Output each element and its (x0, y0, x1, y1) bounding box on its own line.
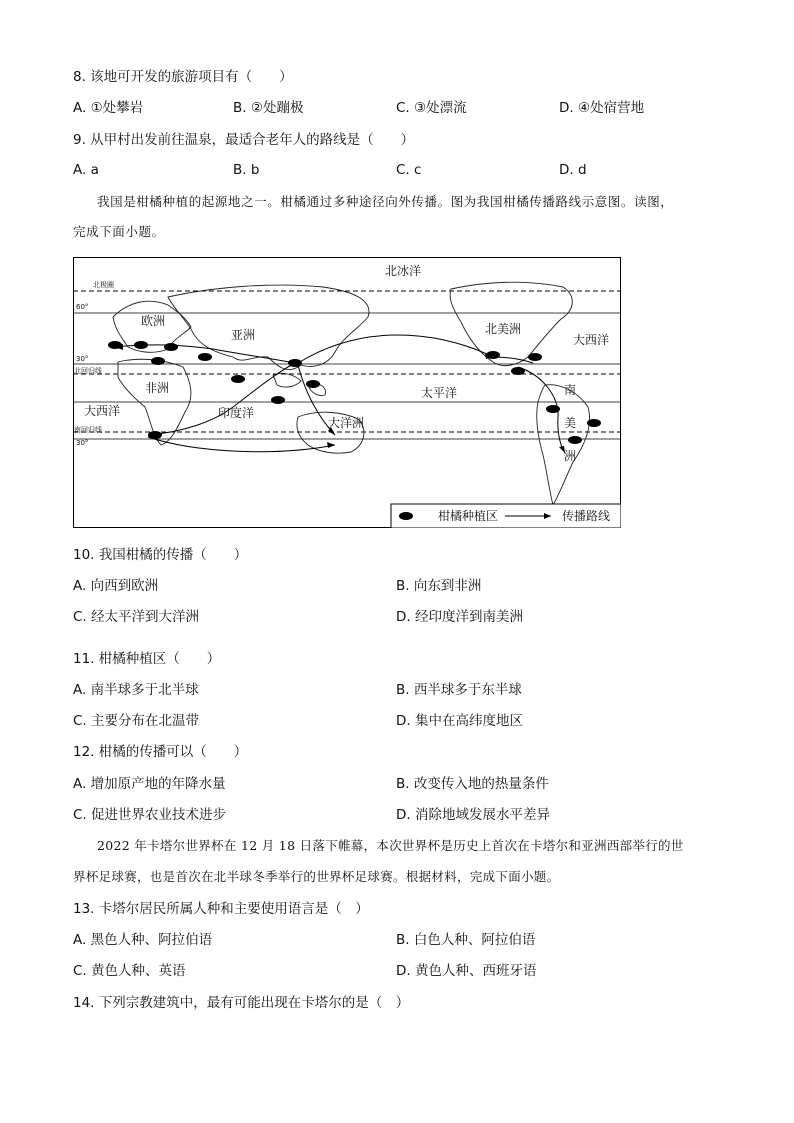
citrus-spread-map (73, 257, 621, 528)
passage-2-line-2: 界杯足球赛，也是首次在北半球冬季举行的世界杯足球赛。根据材料，完成下面小题。 (73, 869, 560, 884)
question-13-option-d[interactable]: D. 黄色人种、西班牙语 (396, 963, 537, 979)
question-12-option-b[interactable]: B. 改变传入地的热量条件 (396, 776, 549, 792)
question-11-option-b[interactable]: B. 西半球多于东半球 (396, 682, 522, 698)
label-asia: 亚洲 (231, 328, 256, 342)
label-atlantic-north: 大西洋 (573, 333, 610, 347)
map-legend (391, 504, 621, 528)
label-south-america-1: 南 (564, 383, 577, 397)
question-8-option-b[interactable]: B. ②处蹦极 (233, 100, 304, 116)
citrus-area-marker (198, 353, 212, 361)
citrus-area-marker (306, 380, 320, 388)
legend-citrus-icon (399, 512, 413, 520)
passage-1-line-1: 我国是柑橘种植的起源地之一。柑橘通过多种途径向外传播。图为我国柑橘传播路线示意图。读图， (97, 194, 674, 209)
question-9-option-c[interactable]: C. c (396, 162, 422, 178)
label-arctic-ocean: 北冰洋 (385, 264, 422, 278)
label-oceania: 大洋洲 (328, 416, 365, 430)
question-9-stem: 9. 从甲村出发前往温泉，最适合老年人的路线是（ ） (73, 132, 415, 148)
label-lat-30s: 30° (76, 439, 89, 447)
citrus-area-marker (164, 343, 178, 351)
citrus-area-marker (528, 353, 542, 361)
citrus-area-marker (546, 405, 560, 413)
question-11-option-c[interactable]: C. 主要分布在北温带 (73, 713, 200, 729)
legend-route-label: 传播路线 (562, 509, 611, 523)
citrus-area-marker (231, 375, 245, 383)
question-13-stem: 13. 卡塔尔居民所属人种和主要使用语言是（ ） (73, 901, 369, 917)
label-tropic-capricorn: 南回归线 (74, 426, 102, 434)
citrus-area-marker (271, 396, 285, 404)
label-atlantic-south: 大西洋 (84, 404, 121, 418)
citrus-area-marker (151, 357, 165, 365)
question-8-option-c[interactable]: C. ③处漂流 (396, 100, 467, 116)
question-10-option-c[interactable]: C. 经太平洋到大洋洲 (73, 609, 200, 625)
legend-area-label: 柑橘种植区 (438, 509, 499, 523)
question-11-option-d[interactable]: D. 集中在高纬度地区 (396, 713, 523, 729)
question-10-option-d[interactable]: D. 经印度洋到南美洲 (396, 609, 523, 625)
label-arctic-circle: 北极圈 (93, 281, 114, 289)
question-8-stem: 8. 该地可开发的旅游项目有（ ） (73, 69, 293, 85)
question-12-stem: 12. 柑橘的传播可以（ ） (73, 744, 248, 760)
question-11-stem: 11. 柑橘种植区（ ） (73, 651, 221, 667)
question-8-option-d[interactable]: D. ④处宿营地 (559, 100, 645, 116)
question-9-option-d[interactable]: D. d (559, 162, 587, 178)
citrus-area-marker (568, 436, 582, 444)
question-13-option-b[interactable]: B. 白色人种、阿拉伯语 (396, 932, 536, 948)
question-9-option-b[interactable]: B. b (233, 162, 260, 178)
label-africa: 非洲 (145, 381, 170, 395)
label-lat-30n: 30° (76, 355, 89, 363)
label-south-america-2: 美 (564, 416, 577, 430)
question-9-option-a[interactable]: A. a (73, 162, 99, 178)
question-14-stem: 14. 下列宗教建筑中，最有可能出现在卡塔尔的是（ ） (73, 995, 410, 1011)
question-10-option-b[interactable]: B. 向东到非洲 (396, 578, 482, 594)
passage-1-line-2: 完成下面小题。 (73, 224, 165, 239)
question-11-option-a[interactable]: A. 南半球多于北半球 (73, 682, 199, 698)
citrus-area-marker (134, 341, 148, 349)
question-13-option-a[interactable]: A. 黑色人种、阿拉伯语 (73, 932, 213, 948)
question-8-option-a[interactable]: A. ①处攀岩 (73, 100, 144, 116)
citrus-area-marker (486, 351, 500, 359)
question-10-stem: 10. 我国柑橘的传播（ ） (73, 547, 248, 563)
question-12-option-c[interactable]: C. 促进世界农业技术进步 (73, 807, 227, 823)
label-north-america: 北美洲 (485, 322, 522, 336)
passage-2-line-1: 2022 年卡塔尔世界杯在 12 月 18 日落下帷幕，本次世界杯是历史上首次在卡塔尔和亚洲西部举行的世 (97, 838, 684, 853)
citrus-area-marker (511, 367, 525, 375)
label-pacific: 太平洋 (421, 386, 458, 400)
label-south-america-3: 洲 (564, 449, 577, 463)
label-indian-ocean: 印度洋 (218, 406, 255, 420)
label-lat-60: 60° (76, 303, 89, 311)
question-13-option-c[interactable]: C. 黄色人种、英语 (73, 963, 186, 979)
citrus-area-marker (148, 431, 162, 439)
label-europe: 欧洲 (141, 314, 166, 328)
question-10-option-a[interactable]: A. 向西到欧洲 (73, 578, 159, 594)
question-12-option-a[interactable]: A. 增加原产地的年降水量 (73, 776, 226, 792)
question-12-option-d[interactable]: D. 消除地域发展水平差异 (396, 807, 550, 823)
label-tropic-cancer: 北回归线 (74, 367, 102, 375)
citrus-area-marker (108, 341, 122, 349)
citrus-area-marker (288, 359, 302, 367)
citrus-area-marker (587, 419, 601, 427)
